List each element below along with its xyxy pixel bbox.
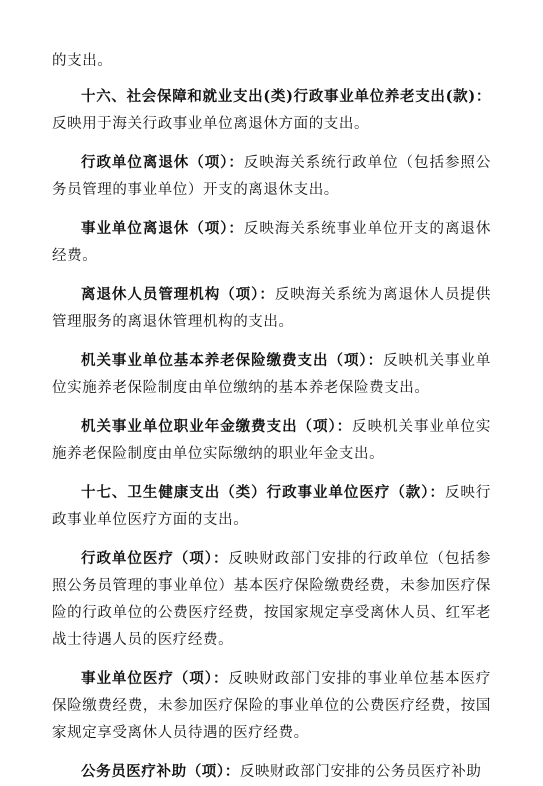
- item-term: 事业单位医疗（项）：: [81, 670, 229, 687]
- item-term: 离退休人员管理机构（项）：: [81, 286, 275, 303]
- paragraph-body: 的支出。: [52, 53, 113, 69]
- item-institution-retirement: [52, 215, 491, 270]
- section-heading-lead: 十六、社会保障和就业支出(类)行政事业单位养老支出(款)：: [81, 88, 491, 105]
- item-retiree-management: [52, 281, 491, 336]
- item-civil-servant-medical-subsidy: [52, 758, 491, 786]
- paragraph-continuation: [52, 48, 491, 75]
- section-heading-lead: 十七、卫生健康支出（类）行政事业单位医疗（款）：: [81, 484, 445, 501]
- item-term: 公务员医疗补助（项）：: [81, 763, 240, 780]
- section-heading-16: [52, 83, 491, 138]
- item-description: 反映机关事业单位实施养老保险制度由单位实际缴纳的职业年金支出。: [52, 419, 491, 462]
- item-description: 反映财政部门安排的公务员医疗补助: [239, 764, 482, 780]
- item-term: 机关事业单位基本养老保险缴费支出（项）：: [81, 352, 384, 369]
- item-description: 反映海关系统行政单位（包括参照公务员管理的事业单位）开支的离退休支出。: [52, 155, 491, 198]
- item-description: 反映财政部门安排的行政单位（包括参照公务员管理的事业单位）基本医疗保险缴费经费，未参加医疗保险的行政单位的公费医疗经费，按国家规定享受离休人员、红军老战士待遇人员的医疗经费。: [52, 551, 491, 648]
- item-term: 行政单位医疗（项）：: [81, 550, 229, 567]
- item-admin-medical: [52, 545, 491, 654]
- item-term: 机关事业单位职业年金缴费支出（项）：: [81, 418, 353, 435]
- section-heading-17: [52, 479, 491, 534]
- paragraph-body: 反映行政事业单位医疗方面的支出。: [52, 485, 491, 528]
- item-occupational-annuity: [52, 413, 491, 468]
- item-basic-pension-payment: [52, 347, 491, 402]
- item-institution-medical: [52, 665, 491, 747]
- item-term: 事业单位离退休（项）：: [81, 220, 244, 237]
- item-admin-retirement: [52, 149, 491, 204]
- item-term: 行政单位离退休（项）：: [81, 154, 244, 171]
- item-description: 反映海关系统为离退休人员提供管理服务的离退休管理机构的支出。: [52, 287, 491, 330]
- item-description: 反映海关系统事业单位开支的离退休经费。: [52, 221, 491, 264]
- paragraph-body: 反映用于海关行政事业单位离退休方面的支出。: [52, 116, 370, 132]
- item-description: 反映财政部门安排的事业单位基本医疗保险缴费经费，未参加医疗保险的事业单位的公费医疗经费，按国家规定享受离休人员待遇的医疗经费。: [52, 671, 491, 741]
- item-description: 反映机关事业单位实施养老保险制度由单位缴纳的基本养老保险费支出。: [52, 353, 491, 396]
